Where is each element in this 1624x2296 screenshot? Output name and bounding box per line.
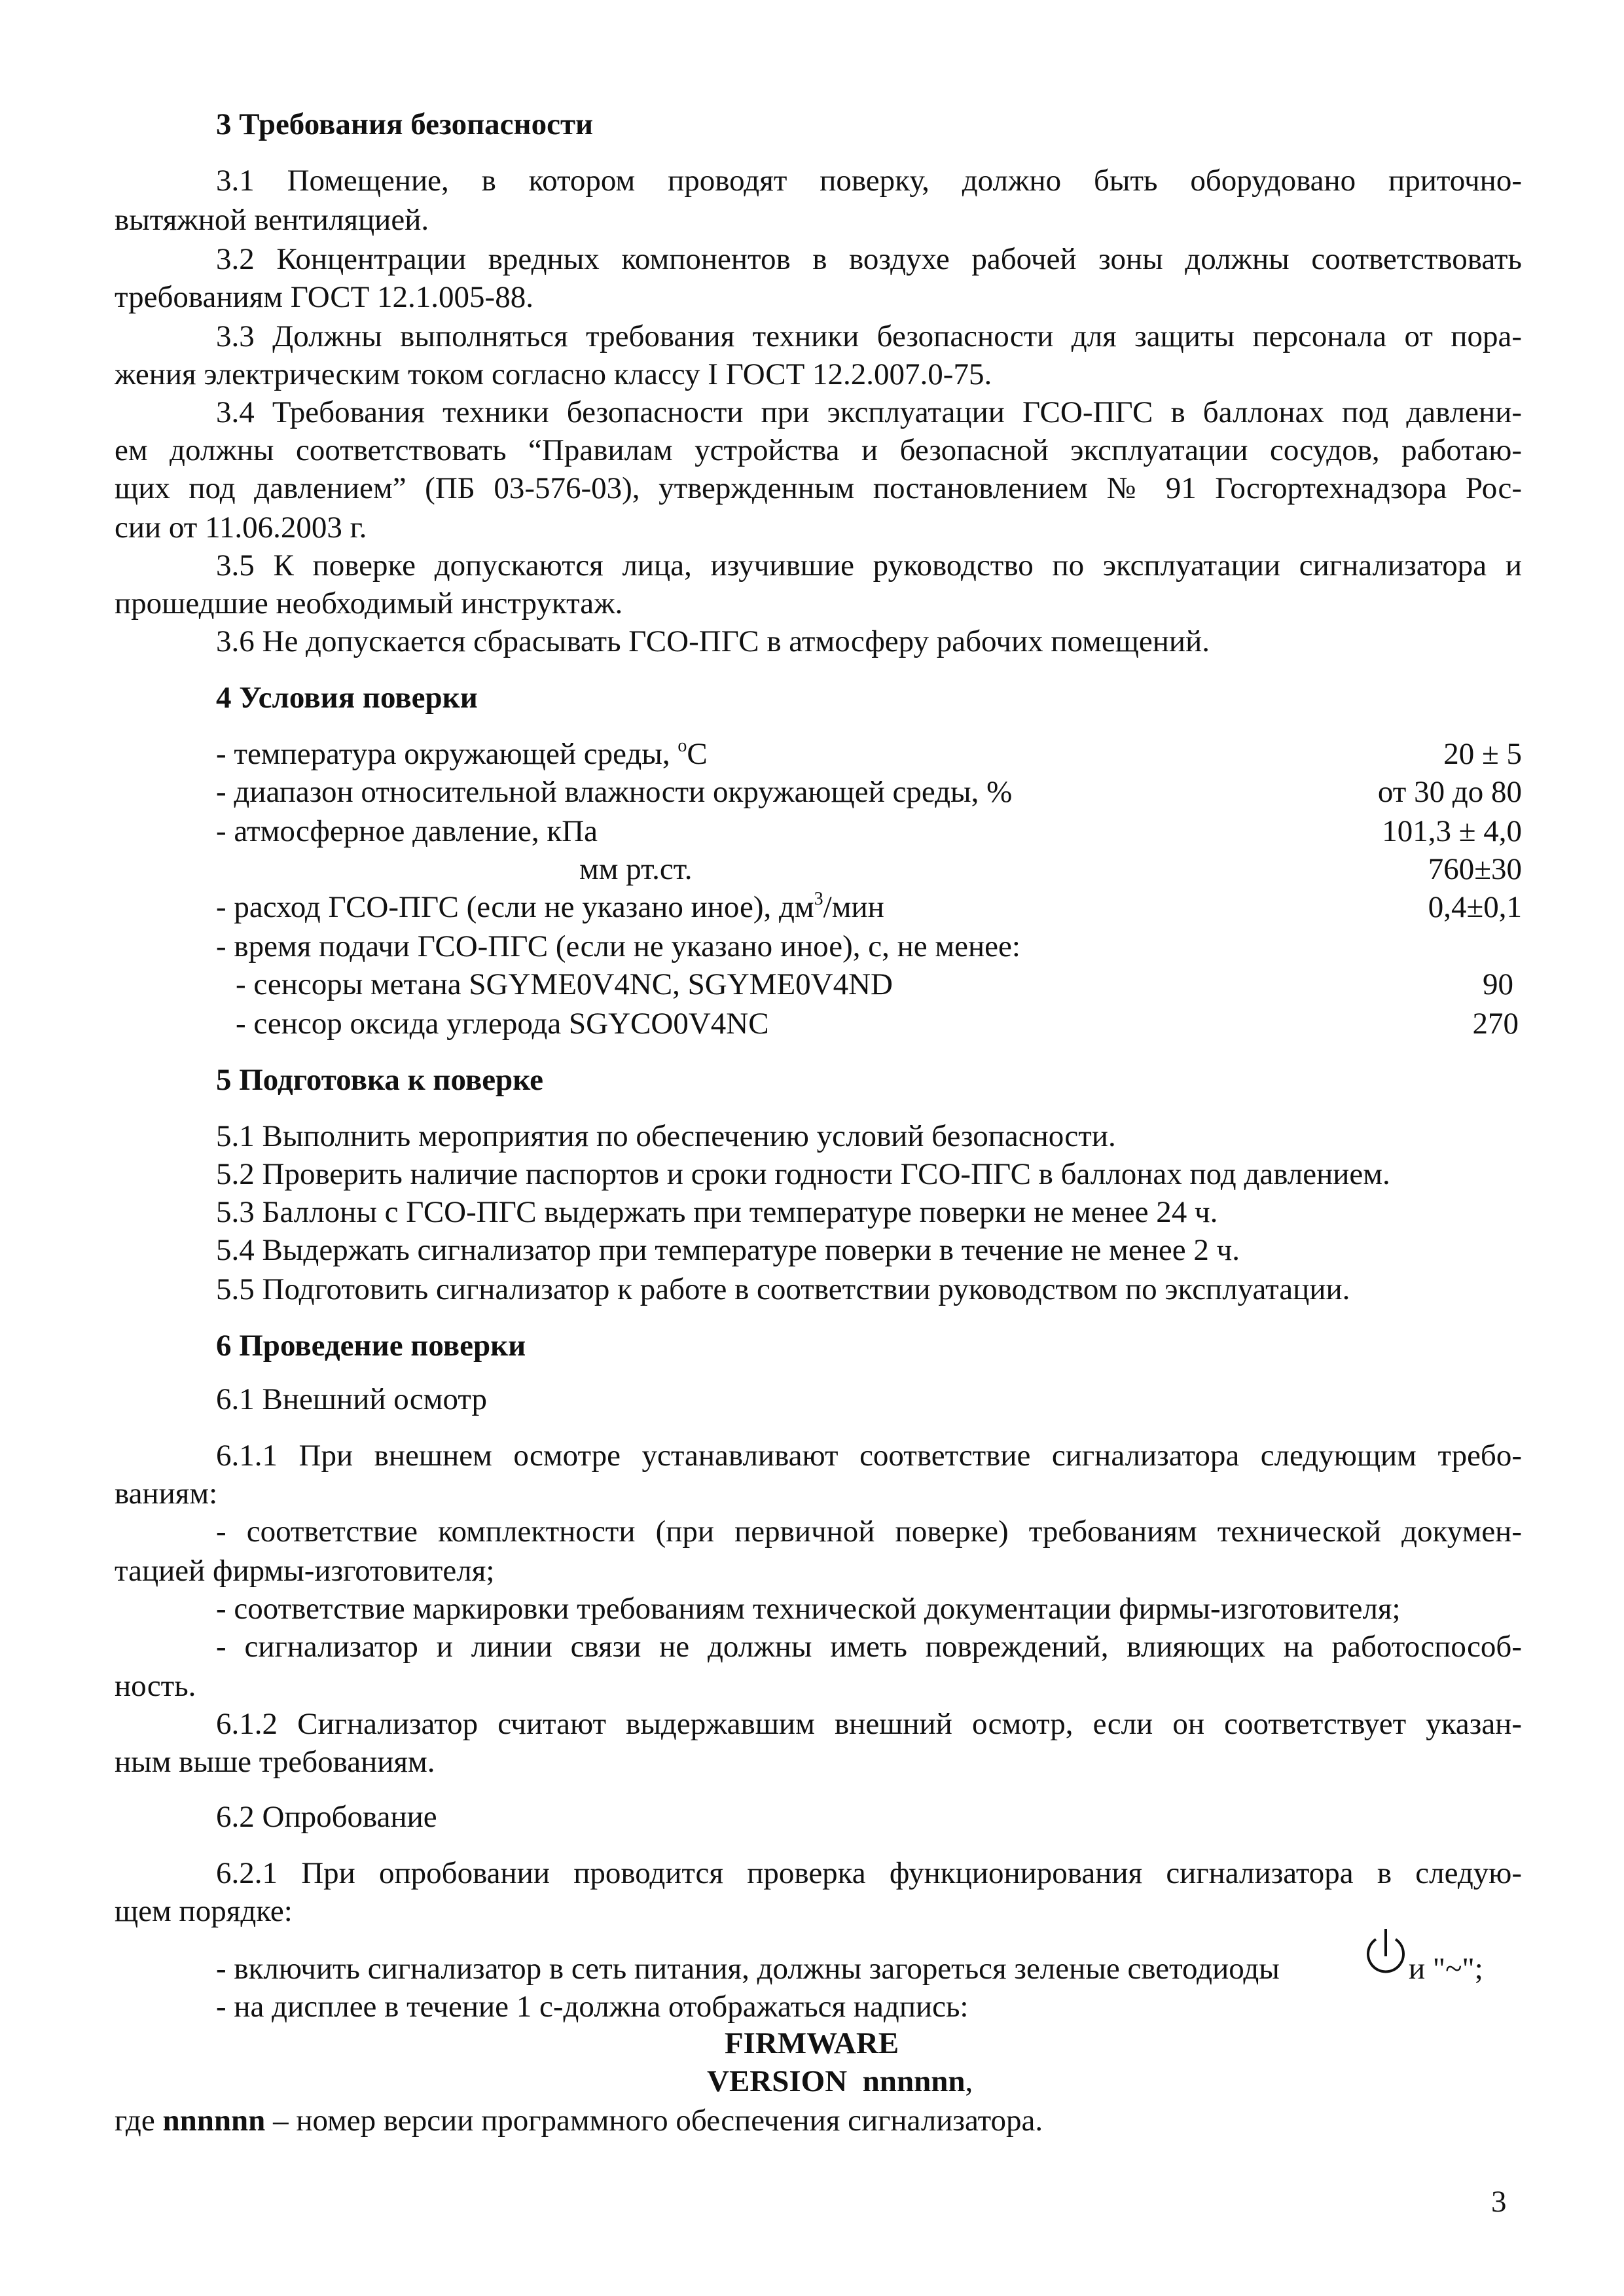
cond-methane-label: - сенсоры метана SGYME0V4NC, SGYME0V4ND	[236, 967, 893, 1001]
cond-flow-value: 0,4±0,1	[1428, 890, 1522, 924]
firmware-line2: VERSION nnnnnn,	[707, 2064, 973, 2098]
cond-flow-label: - расход ГСО-ПГС (если не указано иное), $дм^3$/мин	[216, 889, 884, 924]
cond-co-value: 270	[1472, 1007, 1519, 1041]
step-display-text: - на дисплее в течение 1 с-должна отображаться надпись:	[216, 1990, 969, 2024]
para-5-4: 5.4 Выдержать сигнализатор при температуре поверки в течение не менее 2 ч.	[216, 1233, 1240, 1267]
para-3-3-line1: 3.3 Должны выполняться требования техники безопасности для защиты персонала от пора-	[216, 319, 1522, 353]
bullet-1-line1: - соответствие комплектности (при первичной поверке) требованиям технической докумен-	[216, 1515, 1522, 1549]
page-number: 3	[1491, 2185, 1507, 2219]
bullet-1-line2: тацией фирмы-изготовителя;	[115, 1554, 495, 1588]
section-6-title: 6 Проведение поверки	[216, 1329, 526, 1363]
para-3-4-line2: ем должны соответствовать “Правилам устройства и безопасной эксплуатации сосудов, работаю-	[115, 433, 1522, 467]
bullet-3-line2: ность.	[115, 1669, 196, 1703]
para-3-4-line1: 3.4 Требования техники безопасности при эксплуатации ГСО-ПГС в баллонах под давлени-	[216, 395, 1522, 429]
cond-time-label: - время подачи ГСО-ПГС (если не указано иное), с, не менее:	[216, 929, 1020, 963]
para-3-1-line2: вытяжной вентиляцией.	[115, 203, 429, 237]
cond-pressure-label: - атмосферное давление, кПа	[216, 814, 598, 848]
para-5-2: 5.2 Проверить наличие паспортов и сроки годности ГСО-ПГС в баллонах под давлением.	[216, 1157, 1390, 1191]
firmware-line1: FIRMWARE	[724, 2026, 899, 2060]
section-4-title: 4 Условия поверки	[216, 681, 478, 715]
subsection-6-1: 6.1 Внешний осмотр	[216, 1382, 488, 1416]
para-5-1: 5.1 Выполнить мероприятия по обеспечению условий безопасности.	[216, 1119, 1116, 1153]
para-6-1-2-line1: 6.1.2 Сигнализатор считают выдержавшим внешний осмотр, если он соответствует указан-	[216, 1707, 1522, 1741]
cond-pressure-mm-value: 760±30	[1428, 852, 1522, 886]
cond-humidity-value: от 30 до 80	[1377, 775, 1522, 809]
cond-pressure-value: 101,3 ± 4,0	[1382, 814, 1522, 848]
para-6-1-1-line2: ваниям:	[115, 1477, 218, 1511]
bullet-3-line1: - сигнализатор и линии связи не должны иметь повреждений, влияющих на работоспособ-	[216, 1630, 1522, 1664]
para-3-5-line2: прошедшие необходимый инструктаж.	[115, 586, 623, 620]
para-3-1-line1: 3.1 Помещение, в котором проводят поверку, должно быть оборудовано приточно-	[216, 164, 1522, 198]
firmware-note: где nnnnnn – номер версии программного обеспечения сигнализатора.	[115, 2104, 1043, 2138]
cond-temperature-value: 20 ± 5	[1443, 737, 1522, 771]
step-power-on-tail: и "~";	[1409, 1952, 1483, 1986]
power-icon	[1363, 1926, 1409, 1979]
para-3-6: 3.6 Не допускается сбрасывать ГСО-ПГС в атмосферу рабочих помещений.	[216, 624, 1210, 658]
para-6-2-1-line1: 6.2.1 При опробовании проводится проверка функционирования сигнализатора в следую-	[216, 1856, 1522, 1890]
para-6-1-1-line1: 6.1.1 При внешнем осмотре устанавливают соответствие сигнализатора следующим требо-	[216, 1439, 1522, 1473]
para-3-4-line3: щих под давлением” (ПБ 03-576-03), утвержденным постановлением № 91 Госгортехнадзора Рос-	[115, 471, 1522, 505]
para-6-2-1-line2: щем порядке:	[115, 1894, 293, 1928]
cond-humidity-label: - диапазон относительной влажности окружающей среды, %	[216, 775, 1013, 809]
cond-pressure-mm-label: мм рт.ст.	[579, 852, 693, 886]
para-3-5-line1: 3.5 К поверке допускаются лица, изучившие руководство по эксплуатации сигнализатора и	[216, 548, 1522, 583]
para-6-1-2-line2: ным выше требованиям.	[115, 1745, 435, 1779]
cond-methane-value: 90	[1483, 967, 1513, 1001]
section-3-title: 3 Требования безопасности	[216, 107, 594, 141]
step-power-on-text: - включить сигнализатор в сеть питания, должны загореться зеленые светодиоды	[216, 1952, 1280, 1986]
section-5-title: 5 Подготовка к поверке	[216, 1063, 543, 1097]
bullet-2: - соответствие маркировки требованиям технической документации фирмы-изготовителя;	[216, 1592, 1401, 1626]
para-3-2-line2: требованиям ГОСТ 12.1.005-88.	[115, 280, 533, 314]
para-5-5: 5.5 Подготовить сигнализатор к работе в соответствии руководством по эксплуатации.	[216, 1272, 1350, 1306]
cond-co-label: - сенсор оксида углерода SGYCO0V4NC	[236, 1007, 769, 1041]
para-5-3: 5.3 Баллоны с ГСО-ПГС выдержать при температуре поверки не менее 24 ч.	[216, 1195, 1218, 1229]
cond-temperature-label: - температура окружающей среды, $^o$С	[216, 736, 708, 771]
para-3-2-line1: 3.2 Концентрации вредных компонентов в воздухе рабочей зоны должны соответствовать	[216, 242, 1522, 276]
para-3-4-line4: сии от 11.06.2003 г.	[115, 511, 367, 545]
para-3-3-line2: жения электрическим током согласно классу I ГОСТ 12.2.007.0-75.	[115, 357, 992, 391]
subsection-6-2: 6.2 Опробование	[216, 1800, 437, 1834]
